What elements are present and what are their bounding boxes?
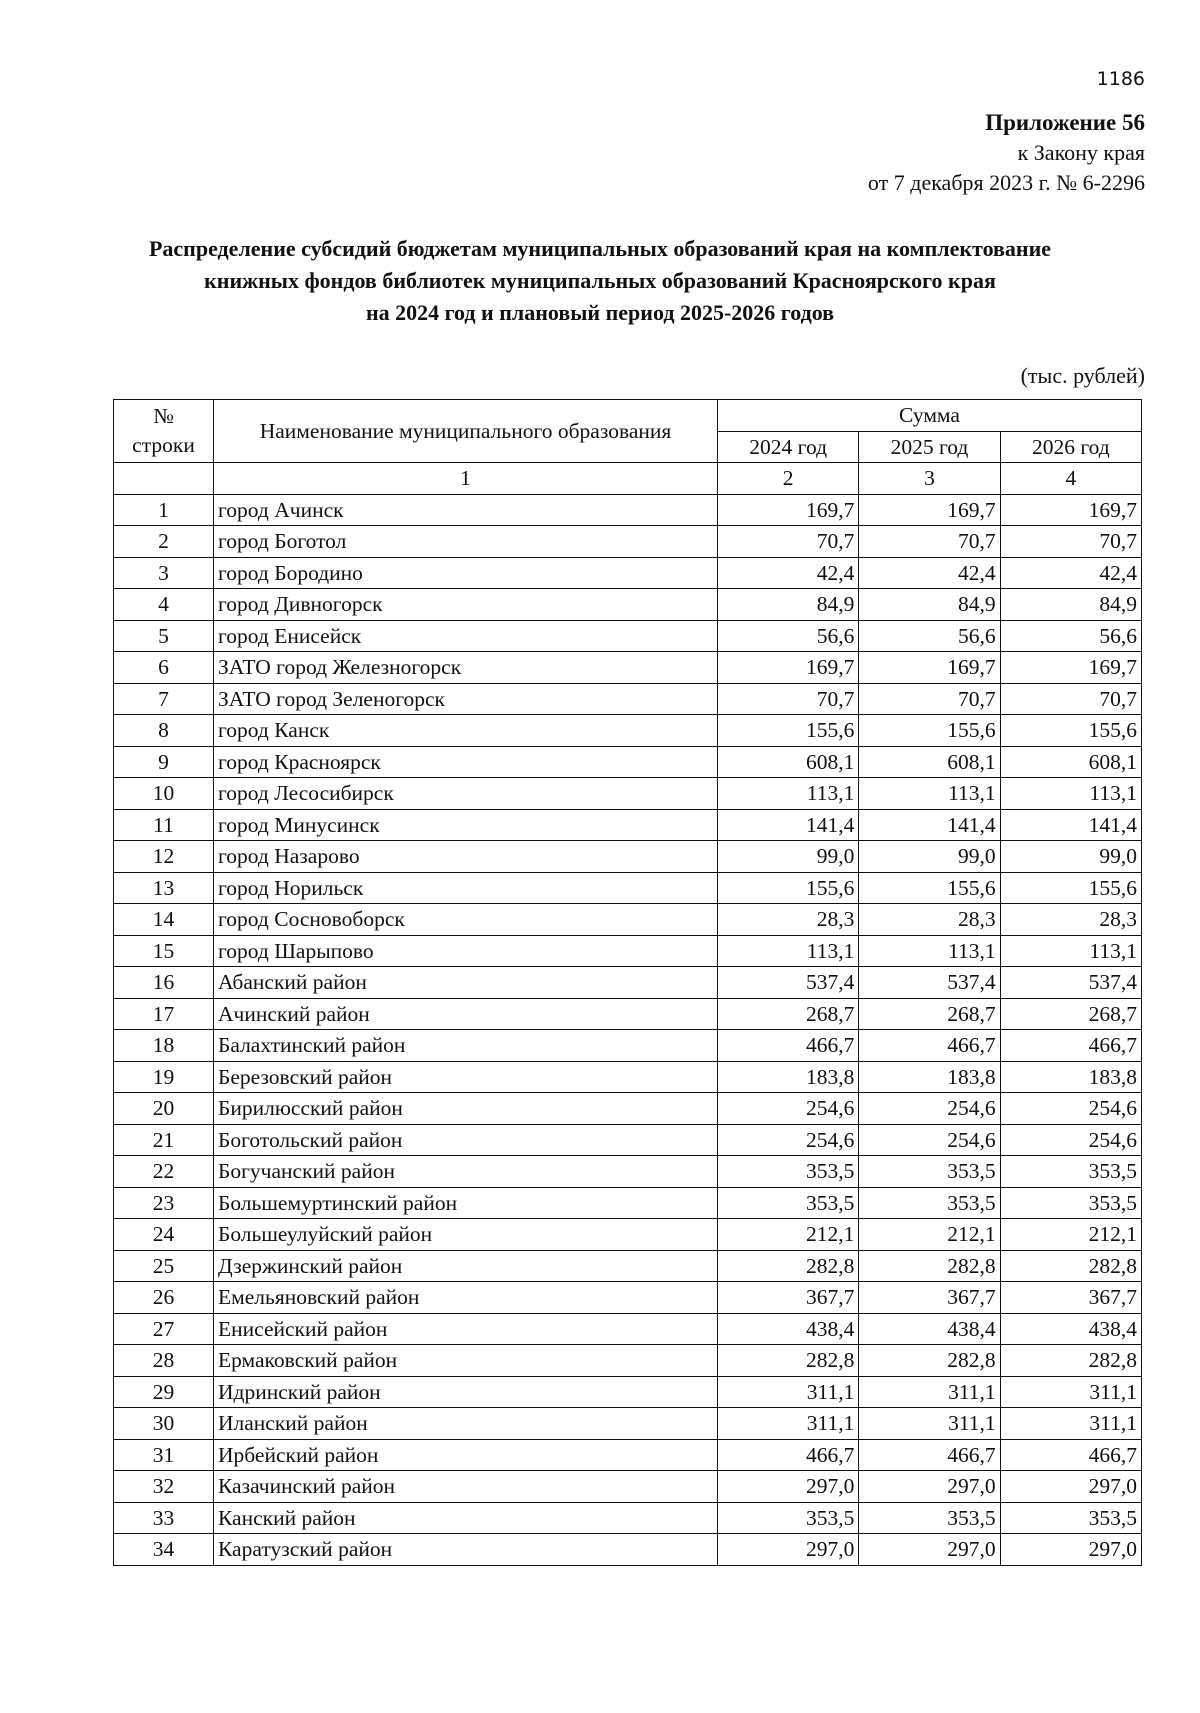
row-number-cell: 31 bbox=[114, 1439, 214, 1471]
table-row bbox=[114, 872, 1142, 904]
municipality-cell: ЗАТО город Железногорск bbox=[214, 652, 718, 684]
row-number-cell: 14 bbox=[114, 904, 214, 936]
column-index-row bbox=[114, 463, 1142, 495]
table-row bbox=[114, 526, 1142, 558]
municipality-cell: Большемуртинский район bbox=[214, 1187, 718, 1219]
municipality-cell: город Канск bbox=[214, 715, 718, 747]
value-2024-cell: 254,6 bbox=[718, 1124, 859, 1156]
value-2026-cell: 70,7 bbox=[1000, 526, 1141, 558]
row-number-cell: 12 bbox=[114, 841, 214, 873]
value-2024-cell: 155,6 bbox=[718, 715, 859, 747]
value-2024-cell: 113,1 bbox=[718, 935, 859, 967]
value-2026-cell: 466,7 bbox=[1000, 1439, 1141, 1471]
table-row bbox=[114, 620, 1142, 652]
value-2024-cell: 155,6 bbox=[718, 872, 859, 904]
document-title bbox=[100, 233, 1100, 329]
municipality-cell: город Норильск bbox=[214, 872, 718, 904]
row-number-cell: 9 bbox=[114, 746, 214, 778]
value-2026-cell: 254,6 bbox=[1000, 1124, 1141, 1156]
municipality-cell: Емельяновский район bbox=[214, 1282, 718, 1314]
municipality-cell: город Лесосибирск bbox=[214, 778, 718, 810]
value-2025-cell: 282,8 bbox=[859, 1250, 1000, 1282]
value-2026-cell: 282,8 bbox=[1000, 1345, 1141, 1377]
header-num-label: строки bbox=[132, 433, 195, 457]
value-2026-cell: 608,1 bbox=[1000, 746, 1141, 778]
value-2026-cell: 212,1 bbox=[1000, 1219, 1141, 1251]
table-row bbox=[114, 1061, 1142, 1093]
value-2025-cell: 297,0 bbox=[859, 1534, 1000, 1566]
value-2025-cell: 254,6 bbox=[859, 1124, 1000, 1156]
value-2026-cell: 155,6 bbox=[1000, 715, 1141, 747]
value-2026-cell: 113,1 bbox=[1000, 935, 1141, 967]
municipality-cell: Богучанский район bbox=[214, 1156, 718, 1188]
title-line-1: Распределение субсидий бюджетам муниципальных образований края на комплектование bbox=[148, 236, 1052, 261]
row-number-cell: 20 bbox=[114, 1093, 214, 1125]
value-2026-cell: 56,6 bbox=[1000, 620, 1141, 652]
row-number-cell: 27 bbox=[114, 1313, 214, 1345]
value-2024-cell: 42,4 bbox=[718, 557, 859, 589]
value-2025-cell: 254,6 bbox=[859, 1093, 1000, 1125]
value-2025-cell: 282,8 bbox=[859, 1345, 1000, 1377]
table-row bbox=[114, 904, 1142, 936]
row-number-cell: 15 bbox=[114, 935, 214, 967]
value-2024-cell: 99,0 bbox=[718, 841, 859, 873]
municipality-cell: Бирилюсский район bbox=[214, 1093, 718, 1125]
municipality-cell: город Красноярск bbox=[214, 746, 718, 778]
table-row bbox=[114, 589, 1142, 621]
value-2026-cell: 311,1 bbox=[1000, 1408, 1141, 1440]
table-row bbox=[114, 1187, 1142, 1219]
value-2024-cell: 353,5 bbox=[718, 1502, 859, 1534]
value-2024-cell: 212,1 bbox=[718, 1219, 859, 1251]
value-2026-cell: 353,5 bbox=[1000, 1187, 1141, 1219]
value-2024-cell: 141,4 bbox=[718, 809, 859, 841]
row-number-cell: 16 bbox=[114, 967, 214, 999]
value-2024-cell: 537,4 bbox=[718, 967, 859, 999]
municipality-cell: город Енисейск bbox=[214, 620, 718, 652]
title-line-3: на 2024 год и плановый период 2025-2026 годов bbox=[365, 300, 835, 325]
value-2025-cell: 353,5 bbox=[859, 1502, 1000, 1534]
row-number-cell: 17 bbox=[114, 998, 214, 1030]
value-2025-cell: 297,0 bbox=[859, 1471, 1000, 1503]
municipality-cell: Енисейский район bbox=[214, 1313, 718, 1345]
value-2026-cell: 70,7 bbox=[1000, 683, 1141, 715]
value-2024-cell: 254,6 bbox=[718, 1093, 859, 1125]
table-row bbox=[114, 809, 1142, 841]
value-2026-cell: 466,7 bbox=[1000, 1030, 1141, 1062]
table-row bbox=[114, 683, 1142, 715]
value-2025-cell: 353,5 bbox=[859, 1156, 1000, 1188]
value-2025-cell: 367,7 bbox=[859, 1282, 1000, 1314]
table-row bbox=[114, 557, 1142, 589]
value-2024-cell: 282,8 bbox=[718, 1345, 859, 1377]
index-cell: 2 bbox=[718, 463, 859, 495]
table-row bbox=[114, 1030, 1142, 1062]
municipality-cell: Иланский район bbox=[214, 1408, 718, 1440]
header-row-number bbox=[114, 400, 214, 463]
value-2025-cell: 311,1 bbox=[859, 1376, 1000, 1408]
value-2024-cell: 367,7 bbox=[718, 1282, 859, 1314]
municipality-cell: город Бородино bbox=[214, 557, 718, 589]
value-2026-cell: 113,1 bbox=[1000, 778, 1141, 810]
municipality-cell: Березовский район bbox=[214, 1061, 718, 1093]
municipality-cell: Ирбейский район bbox=[214, 1439, 718, 1471]
appendix-block bbox=[868, 108, 1145, 198]
row-number-cell: 24 bbox=[114, 1219, 214, 1251]
header-2024: 2024 год bbox=[718, 431, 859, 463]
row-number-cell: 13 bbox=[114, 872, 214, 904]
table-row bbox=[114, 652, 1142, 684]
value-2024-cell: 311,1 bbox=[718, 1376, 859, 1408]
index-cell: 1 bbox=[214, 463, 718, 495]
row-number-cell: 5 bbox=[114, 620, 214, 652]
value-2024-cell: 282,8 bbox=[718, 1250, 859, 1282]
value-2025-cell: 70,7 bbox=[859, 683, 1000, 715]
municipality-cell: Ачинский район bbox=[214, 998, 718, 1030]
row-number-cell: 23 bbox=[114, 1187, 214, 1219]
value-2026-cell: 537,4 bbox=[1000, 967, 1141, 999]
title-line-2: книжных фондов библиотек муниципальных образований Красноярского края bbox=[204, 268, 996, 293]
units-label: (тыс. рублей) bbox=[1020, 363, 1145, 388]
value-2025-cell: 155,6 bbox=[859, 715, 1000, 747]
row-number-cell: 28 bbox=[114, 1345, 214, 1377]
row-number-cell: 7 bbox=[114, 683, 214, 715]
value-2025-cell: 311,1 bbox=[859, 1408, 1000, 1440]
value-2025-cell: 169,7 bbox=[859, 494, 1000, 526]
row-number-cell: 3 bbox=[114, 557, 214, 589]
municipality-cell: город Ачинск bbox=[214, 494, 718, 526]
municipality-cell: Абанский район bbox=[214, 967, 718, 999]
municipality-cell: ЗАТО город Зеленогорск bbox=[214, 683, 718, 715]
index-cell bbox=[114, 463, 214, 495]
table-row bbox=[114, 935, 1142, 967]
table-row bbox=[114, 1282, 1142, 1314]
value-2026-cell: 99,0 bbox=[1000, 841, 1141, 873]
municipality-cell: Ермаковский район bbox=[214, 1345, 718, 1377]
table-row bbox=[114, 1439, 1142, 1471]
value-2026-cell: 155,6 bbox=[1000, 872, 1141, 904]
row-number-cell: 32 bbox=[114, 1471, 214, 1503]
table-row bbox=[114, 1408, 1142, 1440]
value-2025-cell: 466,7 bbox=[859, 1030, 1000, 1062]
value-2026-cell: 367,7 bbox=[1000, 1282, 1141, 1314]
value-2025-cell: 56,6 bbox=[859, 620, 1000, 652]
value-2024-cell: 84,9 bbox=[718, 589, 859, 621]
table-row bbox=[114, 1471, 1142, 1503]
row-number-cell: 34 bbox=[114, 1534, 214, 1566]
row-number-cell: 21 bbox=[114, 1124, 214, 1156]
index-cell: 3 bbox=[859, 463, 1000, 495]
municipality-cell: город Сосновоборск bbox=[214, 904, 718, 936]
table-row bbox=[114, 1156, 1142, 1188]
value-2026-cell: 141,4 bbox=[1000, 809, 1141, 841]
table-row bbox=[114, 1502, 1142, 1534]
table-row bbox=[114, 1345, 1142, 1377]
header-2025: 2025 год bbox=[859, 431, 1000, 463]
value-2024-cell: 466,7 bbox=[718, 1439, 859, 1471]
municipality-cell: город Назарово bbox=[214, 841, 718, 873]
value-2025-cell: 155,6 bbox=[859, 872, 1000, 904]
table-row bbox=[114, 998, 1142, 1030]
value-2024-cell: 70,7 bbox=[718, 683, 859, 715]
table-row bbox=[114, 967, 1142, 999]
table-row bbox=[114, 1093, 1142, 1125]
value-2026-cell: 268,7 bbox=[1000, 998, 1141, 1030]
value-2025-cell: 28,3 bbox=[859, 904, 1000, 936]
value-2024-cell: 608,1 bbox=[718, 746, 859, 778]
row-number-cell: 33 bbox=[114, 1502, 214, 1534]
row-number-cell: 22 bbox=[114, 1156, 214, 1188]
municipality-cell: Канский район bbox=[214, 1502, 718, 1534]
value-2024-cell: 28,3 bbox=[718, 904, 859, 936]
row-number-cell: 2 bbox=[114, 526, 214, 558]
municipality-cell: Большеулуйский район bbox=[214, 1219, 718, 1251]
value-2026-cell: 169,7 bbox=[1000, 652, 1141, 684]
table-row bbox=[114, 1250, 1142, 1282]
value-2026-cell: 438,4 bbox=[1000, 1313, 1141, 1345]
value-2024-cell: 353,5 bbox=[718, 1187, 859, 1219]
value-2024-cell: 183,8 bbox=[718, 1061, 859, 1093]
value-2025-cell: 608,1 bbox=[859, 746, 1000, 778]
index-cell: 4 bbox=[1000, 463, 1141, 495]
value-2026-cell: 28,3 bbox=[1000, 904, 1141, 936]
municipality-cell: Идринский район bbox=[214, 1376, 718, 1408]
value-2024-cell: 113,1 bbox=[718, 778, 859, 810]
value-2026-cell: 183,8 bbox=[1000, 1061, 1141, 1093]
value-2026-cell: 297,0 bbox=[1000, 1471, 1141, 1503]
row-number-cell: 29 bbox=[114, 1376, 214, 1408]
row-number-cell: 8 bbox=[114, 715, 214, 747]
header-2026: 2026 год bbox=[1000, 431, 1141, 463]
table-row bbox=[114, 841, 1142, 873]
appendix-law-ref: к Закону края bbox=[1017, 140, 1145, 165]
value-2025-cell: 70,7 bbox=[859, 526, 1000, 558]
municipality-cell: город Боготол bbox=[214, 526, 718, 558]
value-2024-cell: 70,7 bbox=[718, 526, 859, 558]
value-2024-cell: 466,7 bbox=[718, 1030, 859, 1062]
row-number-cell: 26 bbox=[114, 1282, 214, 1314]
value-2026-cell: 311,1 bbox=[1000, 1376, 1141, 1408]
table-row bbox=[114, 778, 1142, 810]
row-number-cell: 6 bbox=[114, 652, 214, 684]
header-sum: Сумма bbox=[718, 400, 1142, 432]
value-2026-cell: 282,8 bbox=[1000, 1250, 1141, 1282]
row-number-cell: 19 bbox=[114, 1061, 214, 1093]
header-name: Наименование муниципального образования bbox=[214, 400, 718, 463]
value-2025-cell: 438,4 bbox=[859, 1313, 1000, 1345]
table-row bbox=[114, 746, 1142, 778]
table-row bbox=[114, 1124, 1142, 1156]
value-2025-cell: 183,8 bbox=[859, 1061, 1000, 1093]
table-row bbox=[114, 1219, 1142, 1251]
value-2025-cell: 113,1 bbox=[859, 935, 1000, 967]
value-2024-cell: 438,4 bbox=[718, 1313, 859, 1345]
row-number-cell: 18 bbox=[114, 1030, 214, 1062]
row-number-cell: 1 bbox=[114, 494, 214, 526]
value-2024-cell: 169,7 bbox=[718, 494, 859, 526]
table-row bbox=[114, 715, 1142, 747]
value-2025-cell: 537,4 bbox=[859, 967, 1000, 999]
value-2026-cell: 169,7 bbox=[1000, 494, 1141, 526]
municipality-cell: Казачинский район bbox=[214, 1471, 718, 1503]
municipality-cell: город Минусинск bbox=[214, 809, 718, 841]
table-row bbox=[114, 1376, 1142, 1408]
value-2024-cell: 297,0 bbox=[718, 1471, 859, 1503]
value-2024-cell: 268,7 bbox=[718, 998, 859, 1030]
value-2025-cell: 169,7 bbox=[859, 652, 1000, 684]
municipality-cell: город Дивногорск bbox=[214, 589, 718, 621]
value-2025-cell: 141,4 bbox=[859, 809, 1000, 841]
value-2025-cell: 212,1 bbox=[859, 1219, 1000, 1251]
value-2025-cell: 99,0 bbox=[859, 841, 1000, 873]
value-2026-cell: 353,5 bbox=[1000, 1156, 1141, 1188]
value-2026-cell: 42,4 bbox=[1000, 557, 1141, 589]
row-number-cell: 4 bbox=[114, 589, 214, 621]
value-2026-cell: 297,0 bbox=[1000, 1534, 1141, 1566]
value-2024-cell: 297,0 bbox=[718, 1534, 859, 1566]
municipality-cell: Каратузский район bbox=[214, 1534, 718, 1566]
header-num-symbol: № bbox=[153, 404, 174, 428]
value-2025-cell: 42,4 bbox=[859, 557, 1000, 589]
table-row bbox=[114, 1313, 1142, 1345]
row-number-cell: 10 bbox=[114, 778, 214, 810]
value-2025-cell: 268,7 bbox=[859, 998, 1000, 1030]
municipality-cell: Дзержинский район bbox=[214, 1250, 718, 1282]
municipality-cell: Балахтинский район bbox=[214, 1030, 718, 1062]
value-2026-cell: 254,6 bbox=[1000, 1093, 1141, 1125]
appendix-title: Приложение 56 bbox=[985, 110, 1145, 135]
row-number-cell: 25 bbox=[114, 1250, 214, 1282]
value-2024-cell: 56,6 bbox=[718, 620, 859, 652]
value-2026-cell: 353,5 bbox=[1000, 1502, 1141, 1534]
subsidy-table bbox=[113, 399, 1142, 1566]
municipality-cell: Боготольский район bbox=[214, 1124, 718, 1156]
value-2025-cell: 353,5 bbox=[859, 1187, 1000, 1219]
table-body bbox=[114, 463, 1142, 1566]
appendix-date: от 7 декабря 2023 г. № 6-2296 bbox=[867, 170, 1145, 195]
row-number-cell: 30 bbox=[114, 1408, 214, 1440]
table-row bbox=[114, 494, 1142, 526]
page-number: 1186 bbox=[1096, 68, 1145, 90]
value-2025-cell: 113,1 bbox=[859, 778, 1000, 810]
row-number-cell: 11 bbox=[114, 809, 214, 841]
value-2025-cell: 84,9 bbox=[859, 589, 1000, 621]
value-2024-cell: 169,7 bbox=[718, 652, 859, 684]
value-2025-cell: 466,7 bbox=[859, 1439, 1000, 1471]
table-row bbox=[114, 1534, 1142, 1566]
municipality-cell: город Шарыпово bbox=[214, 935, 718, 967]
value-2024-cell: 353,5 bbox=[718, 1156, 859, 1188]
value-2024-cell: 311,1 bbox=[718, 1408, 859, 1440]
value-2026-cell: 84,9 bbox=[1000, 589, 1141, 621]
